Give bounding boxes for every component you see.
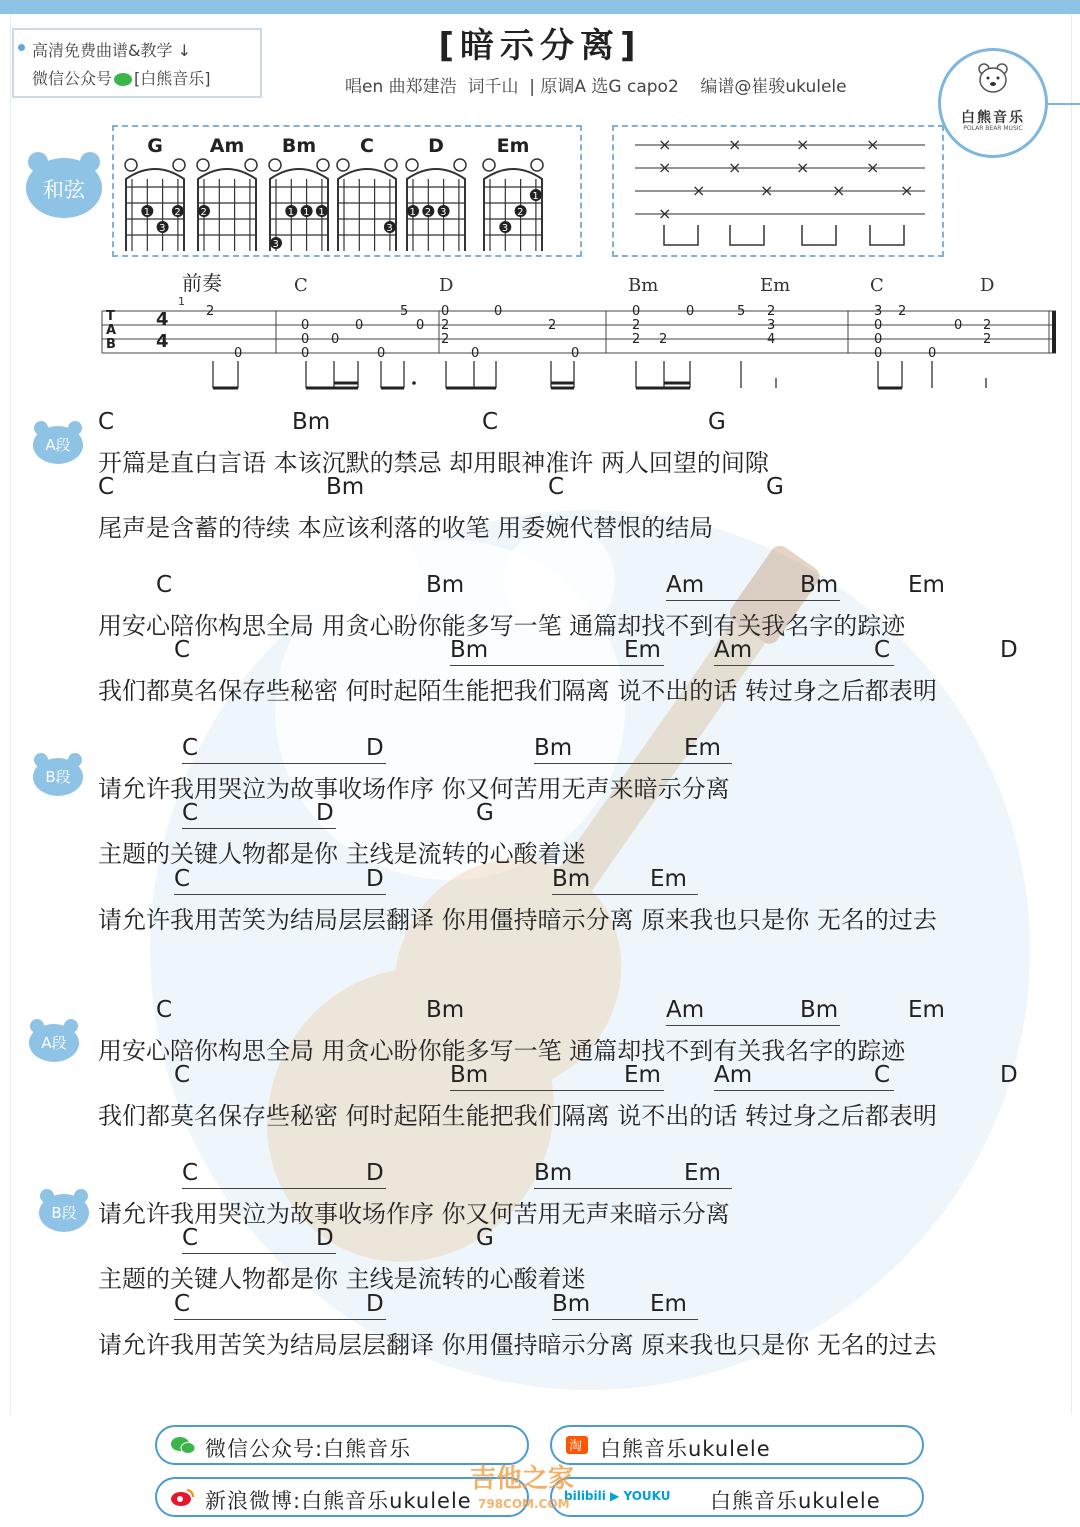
taobao-icon <box>566 1436 590 1454</box>
chord-underline <box>666 600 840 601</box>
chord-underline <box>714 665 894 666</box>
svg-text:1: 1 <box>287 207 295 218</box>
chord-underline <box>450 1090 664 1091</box>
svg-text:2: 2 <box>424 207 432 218</box>
section-badge-b <box>32 752 84 796</box>
video-text: 白熊音乐ukulele <box>710 1489 881 1513</box>
section-label: A段 <box>41 1034 67 1052</box>
logo-text: 白熊音乐 <box>961 110 1025 126</box>
svg-text:0: 0 <box>874 318 883 333</box>
section-badge-a <box>32 420 84 464</box>
fretboard-diagram <box>405 157 467 253</box>
bar-number: 1 <box>178 295 185 308</box>
svg-text:0: 0 <box>377 346 386 361</box>
chord-symbol: Bm <box>450 1062 489 1088</box>
svg-text:×: × <box>658 204 672 223</box>
fretboard-diagram <box>124 157 186 253</box>
svg-text:B: B <box>106 337 116 352</box>
svg-text:0: 0 <box>301 318 310 333</box>
weibo-text: 新浪微博:白熊音乐ukulele <box>205 1489 472 1513</box>
svg-text:×: × <box>832 181 846 200</box>
svg-text:2: 2 <box>441 332 450 347</box>
lyric-line: 我们都莫名保存些秘密 何时起陌生能把我们隔离 说不出的话 转过身之后都表明 <box>98 677 937 705</box>
section-label: B段 <box>45 768 71 786</box>
chord-symbol: C <box>174 637 191 663</box>
chord-symbol: D <box>366 866 384 892</box>
svg-text:0: 0 <box>874 332 883 347</box>
svg-text:2: 2 <box>441 318 450 333</box>
chord-symbol: Em <box>624 1062 661 1088</box>
svg-text:3: 3 <box>159 223 166 234</box>
chord-symbol: C <box>174 1291 191 1317</box>
svg-text:0: 0 <box>441 304 450 319</box>
chord-symbol: Bm <box>426 997 465 1023</box>
promo-line-1: 高清免费曲谱&教学 ↓ <box>32 41 191 60</box>
chord-symbol: D <box>366 735 384 761</box>
song-title: [暗示分离] <box>438 26 642 66</box>
chord-symbol: Bm <box>292 409 331 435</box>
tab-staff <box>96 303 1066 395</box>
strum-pattern <box>630 133 930 248</box>
wechat-icon <box>114 73 132 86</box>
chord-diagram <box>482 135 544 253</box>
lyric-line: 主题的关键人物都是你 主线是流转的心酸着迷 <box>98 840 586 868</box>
chord-symbol: C <box>174 1062 191 1088</box>
chord-underline <box>174 894 386 895</box>
chord-symbol: C <box>98 474 115 500</box>
song-meta: 唱en 曲郑建浩 词千山 | 原调A 选G capo2 编谱@崔骏ukulele <box>345 77 847 97</box>
fretboard-diagram <box>336 157 398 253</box>
svg-text:1: 1 <box>532 191 539 202</box>
chord-symbol: Em <box>650 866 687 892</box>
chord-symbol: C <box>182 1160 199 1186</box>
chord-name: D <box>428 135 444 157</box>
video-link[interactable] <box>550 1477 924 1517</box>
svg-text:2: 2 <box>659 332 668 347</box>
svg-text:1: 1 <box>318 207 325 218</box>
chord-symbol: C <box>182 1225 199 1251</box>
chord-name: Bm <box>281 135 317 157</box>
wechat-text: 微信公众号:白熊音乐 <box>205 1437 412 1461</box>
svg-text:0: 0 <box>686 304 695 319</box>
chord-symbol: D <box>316 1225 334 1251</box>
chord-underline <box>182 1253 336 1254</box>
svg-text:×: × <box>866 135 880 154</box>
chord-symbol: C <box>482 409 499 435</box>
chord-underline <box>182 828 336 829</box>
chord-diagram <box>124 135 186 253</box>
svg-text:3: 3 <box>767 318 776 333</box>
svg-text:0: 0 <box>234 346 243 361</box>
svg-text:淘: 淘 <box>569 1439 583 1454</box>
promo-line-2 <box>32 66 211 89</box>
svg-text:0: 0 <box>928 346 937 361</box>
chord-symbol: Em <box>684 1160 721 1186</box>
svg-text:×: × <box>658 158 672 177</box>
chord-symbol: Em <box>624 637 661 663</box>
section-label: A段 <box>45 436 71 454</box>
svg-text:0: 0 <box>301 332 310 347</box>
svg-text:2: 2 <box>200 207 207 218</box>
svg-text:2: 2 <box>632 332 641 347</box>
chord-symbol: Em <box>908 572 945 598</box>
chord-symbol: C <box>156 997 173 1023</box>
section-label: B段 <box>51 1204 77 1222</box>
chord-symbol: D <box>366 1160 384 1186</box>
chord-symbol: Bm <box>534 735 573 761</box>
svg-text:0: 0 <box>331 332 340 347</box>
svg-text:2: 2 <box>898 304 907 319</box>
chord-underline <box>182 1188 386 1189</box>
chord-symbol: Em <box>684 735 721 761</box>
svg-text:3: 3 <box>272 239 279 250</box>
svg-text:4: 4 <box>156 309 169 330</box>
chord-symbol: C <box>874 637 891 663</box>
svg-text:0: 0 <box>494 304 503 319</box>
svg-text:0: 0 <box>416 318 425 333</box>
chord-underline <box>552 1319 698 1320</box>
promo-prefix: 微信公众号 <box>32 69 113 88</box>
lyric-line: 尾声是含蓄的待续 本应该利落的收笔 用委婉代替恨的结局 <box>98 514 714 542</box>
chord-symbol: Am <box>714 637 753 663</box>
lyric-line: 用安心陪你构思全局 用贪心盼你能多写一笔 通篇却找不到有关我名字的踪迹 <box>98 612 906 640</box>
chord-symbol: Bm <box>426 572 465 598</box>
intro-tab <box>96 265 1066 395</box>
svg-text:1: 1 <box>303 207 310 218</box>
svg-text:×: × <box>658 135 672 154</box>
svg-text:4: 4 <box>156 331 169 352</box>
svg-text:0: 0 <box>355 318 364 333</box>
lyric-line: 我们都莫名保存些秘密 何时起陌生能把我们隔离 说不出的话 转过身之后都表明 <box>98 1102 937 1130</box>
svg-text:2: 2 <box>983 332 992 347</box>
chord-symbol: Am <box>666 572 705 598</box>
tab-chord-mark: D <box>980 275 995 296</box>
fretboard-diagram <box>196 157 258 253</box>
chord-underline <box>182 763 386 764</box>
chord-symbol: C <box>182 800 199 826</box>
chord-underline <box>552 894 698 895</box>
chord-underline <box>666 1025 840 1026</box>
svg-text:2: 2 <box>767 304 776 319</box>
tab-chord-mark: Em <box>760 275 791 296</box>
fretboard-diagram <box>482 157 544 253</box>
chord-underline <box>714 1090 894 1091</box>
chord-symbol: C <box>874 1062 891 1088</box>
lyric-line: 主题的关键人物都是你 主线是流转的心酸着迷 <box>98 1265 586 1293</box>
tab-chord-mark: C <box>294 275 308 296</box>
svg-text:3: 3 <box>874 304 883 319</box>
lyric-line: 请允许我用哭泣为故事收场作序 你又何苦用无声来暗示分离 <box>98 775 730 803</box>
lyric-line: 用安心陪你构思全局 用贪心盼你能多写一笔 通篇却找不到有关我名字的踪迹 <box>98 1037 906 1065</box>
svg-text:×: × <box>728 158 742 177</box>
chord-underline <box>174 1319 386 1320</box>
chord-name: C <box>360 135 374 157</box>
tab-chord-mark: C <box>870 275 884 296</box>
svg-text:0: 0 <box>874 346 883 361</box>
chord-diagram <box>268 135 330 253</box>
chord-diagram <box>336 135 398 253</box>
svg-text:×: × <box>760 181 774 200</box>
chord-underline <box>534 763 732 764</box>
svg-text:1: 1 <box>143 207 151 218</box>
chords-badge <box>24 150 104 220</box>
svg-text:×: × <box>796 158 810 177</box>
watermark: 吉他之家 <box>470 1464 575 1494</box>
svg-text:5: 5 <box>400 304 409 319</box>
chord-symbol: Em <box>908 997 945 1023</box>
chord-symbol: Am <box>666 997 705 1023</box>
chord-diagram <box>196 135 258 253</box>
chord-symbol: C <box>156 572 173 598</box>
svg-text:×: × <box>796 135 810 154</box>
lyric-line: 请允许我用苦笑为结局层层翻译 你用僵持暗示分离 原来我也只是你 无名的过去 <box>98 1331 937 1359</box>
intro-label: 前奏 <box>182 271 222 295</box>
chord-symbol: Bm <box>534 1160 573 1186</box>
svg-text:1: 1 <box>409 207 416 218</box>
chord-symbol: G <box>708 409 726 435</box>
chord-diagram <box>405 135 467 253</box>
fretboard-diagram <box>268 157 330 253</box>
top-bar <box>0 0 1080 14</box>
chord-symbol: Em <box>650 1291 687 1317</box>
chord-symbol: Bm <box>800 997 839 1023</box>
svg-text:2: 2 <box>174 207 181 218</box>
chords-label: 和弦 <box>43 178 85 202</box>
svg-text:2: 2 <box>517 207 524 218</box>
chord-symbol: Bm <box>800 572 839 598</box>
chord-symbol: Bm <box>552 866 591 892</box>
svg-text:0: 0 <box>571 346 580 361</box>
lyric-line: 请允许我用苦笑为结局层层翻译 你用僵持暗示分离 原来我也只是你 无名的过去 <box>98 906 937 934</box>
chord-symbol: G <box>766 474 784 500</box>
chord-name: Em <box>496 135 530 157</box>
svg-text:2: 2 <box>206 304 215 319</box>
chord-name: G <box>147 135 163 157</box>
chord-symbol: Bm <box>450 637 489 663</box>
brand-logo <box>938 48 1048 158</box>
svg-text:3: 3 <box>440 207 447 218</box>
chord-name: Am <box>209 135 245 157</box>
svg-text:0: 0 <box>301 346 310 361</box>
chord-symbol: G <box>476 800 494 826</box>
chord-symbol: G <box>476 1225 494 1251</box>
svg-text:2: 2 <box>983 318 992 333</box>
svg-text:2: 2 <box>548 318 557 333</box>
chord-symbol: D <box>1000 637 1018 663</box>
svg-text:2: 2 <box>632 318 641 333</box>
chord-underline <box>450 665 664 666</box>
svg-text:4: 4 <box>767 332 776 347</box>
chord-underline <box>534 1188 732 1189</box>
svg-text:×: × <box>728 135 742 154</box>
taobao-link[interactable] <box>550 1425 924 1465</box>
promo-suffix: [白熊音乐] <box>134 69 211 88</box>
svg-text:×: × <box>900 181 914 200</box>
section-badge-b <box>38 1188 90 1232</box>
video-platforms-icon: bilibili ▶ YOUKU <box>564 1489 671 1503</box>
chord-symbol: D <box>366 1291 384 1317</box>
chord-symbol: Bm <box>326 474 365 500</box>
chord-symbol: C <box>174 866 191 892</box>
lyric-line: 开篇是直白言语 本该沉默的禁忌 却用眼神准许 两人回望的间隙 <box>98 449 769 477</box>
tab-chord-mark: Bm <box>628 275 659 296</box>
footer <box>0 1415 1080 1527</box>
wechat-icon <box>171 1436 195 1454</box>
svg-text:×: × <box>866 158 880 177</box>
taobao-text: 白熊音乐ukulele <box>600 1437 771 1461</box>
watermark-url: 798COM.COM <box>478 1497 570 1511</box>
svg-text:5: 5 <box>737 304 746 319</box>
chord-symbol: D <box>316 800 334 826</box>
svg-text:0: 0 <box>954 318 963 333</box>
logo-subtext: POLAR BEAR MUSIC <box>963 125 1023 132</box>
chord-symbol: Am <box>714 1062 753 1088</box>
svg-text:T: T <box>106 309 115 324</box>
chord-symbol: Bm <box>552 1291 591 1317</box>
lyric-line: 请允许我用哭泣为故事收场作序 你又何苦用无声来暗示分离 <box>98 1200 730 1228</box>
bear-face-icon <box>977 63 1009 93</box>
weibo-icon <box>171 1488 195 1506</box>
section-badge-a <box>28 1018 80 1062</box>
svg-text:3: 3 <box>501 223 509 234</box>
svg-text:3: 3 <box>386 223 393 234</box>
chord-symbol: C <box>182 735 199 761</box>
chord-symbol: C <box>98 409 115 435</box>
chord-symbol: D <box>1000 1062 1018 1088</box>
tab-chord-mark: D <box>439 275 454 296</box>
svg-text:0: 0 <box>471 346 480 361</box>
svg-text:A: A <box>106 323 117 338</box>
chord-symbol: C <box>548 474 565 500</box>
svg-text:×: × <box>692 181 706 200</box>
svg-text:0: 0 <box>632 304 641 319</box>
